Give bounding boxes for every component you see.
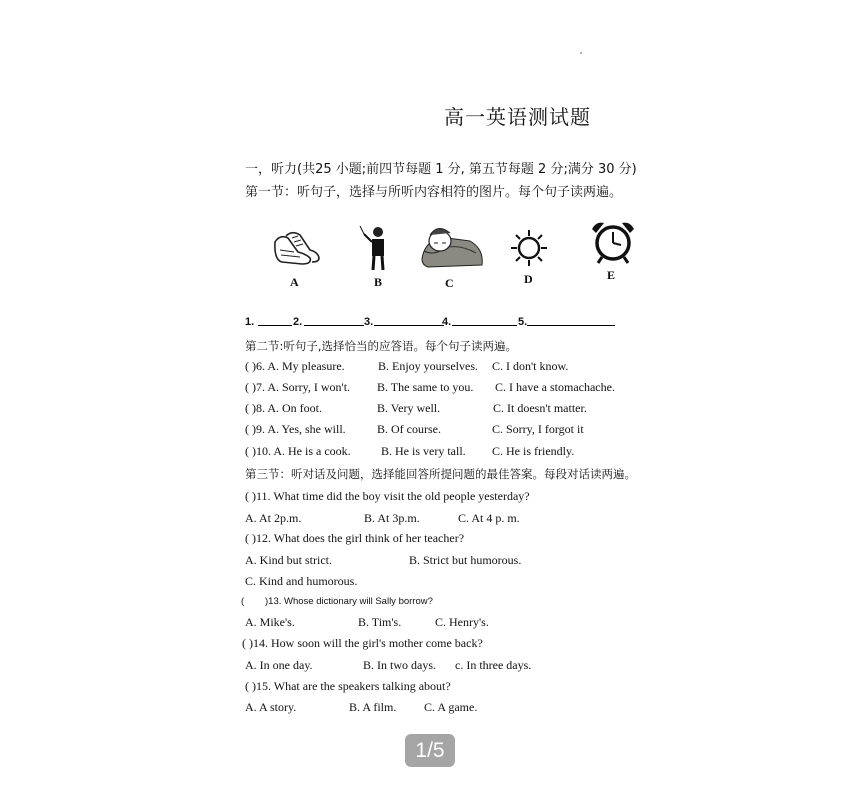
q11-option-a: A. At 2p.m. — [245, 511, 302, 525]
sun-icon — [509, 228, 549, 273]
q6-option-b: B. Enjoy yourselves. — [378, 359, 478, 373]
answer-blank-3[interactable] — [374, 324, 444, 326]
scan-speck — [580, 52, 582, 54]
section2-instructions: 第二节:听句子,选择恰当的应答语。每个句子读两遍。 — [245, 339, 518, 353]
picture-label-a: A — [290, 275, 299, 289]
q7-option-c: C. I have a stomachache. — [495, 380, 615, 394]
q12-option-b: B. Strict but humorous. — [409, 553, 522, 567]
q13-option-c: C. Henry's. — [435, 615, 489, 629]
answer-blank-4[interactable] — [452, 324, 517, 326]
q11-option-c: C. At 4 p. m. — [458, 511, 520, 525]
q9-stem: ( )9. A. Yes, she will. — [245, 422, 346, 436]
answer-blank-1[interactable] — [258, 324, 292, 326]
q11-option-b: B. At 3p.m. — [364, 511, 420, 525]
sleeping-boy-icon — [418, 221, 486, 276]
q6-stem: ( )6. A. My pleasure. — [245, 359, 345, 373]
q9-option-c: C. Sorry, I forgot it — [492, 422, 584, 436]
q11-question: ( )11. What time did the boy visit the old people yesterday? — [245, 489, 530, 503]
q15-option-b: B. A film. — [349, 700, 397, 714]
q13-option-b: B. Tim's. — [358, 615, 402, 629]
picture-label-b: B — [374, 275, 383, 289]
q14-option-b: B. In two days. — [363, 658, 436, 672]
answer-blank-5[interactable] — [527, 324, 615, 326]
answer-blank-2[interactable] — [304, 324, 364, 326]
q8-option-c: C. It doesn't matter. — [493, 401, 587, 415]
q13-option-a: A. Mike's. — [245, 615, 295, 629]
page-indicator[interactable]: 1/5 — [405, 734, 455, 767]
blank-label-1: 1. — [245, 316, 255, 328]
q12-option-a: A. Kind but strict. — [245, 553, 332, 567]
q8-option-b: B. Very well. — [377, 401, 441, 415]
shoes-icon — [272, 230, 322, 275]
blank-label-5: 5. — [518, 316, 528, 328]
blank-label-2: 2. — [293, 316, 303, 328]
q14-question: ( )14. How soon will the girl's mother come back? — [242, 636, 483, 650]
q14-option-a: A. In one day. — [245, 658, 313, 672]
part1-header: 一，听力(共25 小题;前四节每题 1 分, 第五节每题 2 分;满分 30 分) — [245, 162, 637, 177]
q7-stem: ( )7. A. Sorry, I won't. — [245, 380, 351, 394]
q15-option-a: A. A story. — [245, 700, 297, 714]
picture-label-c: C — [445, 276, 454, 290]
q14-option-c: c. In three days. — [455, 658, 532, 672]
q12-question: ( )12. What does the girl think of her teacher? — [245, 531, 465, 545]
q15-question: ( )15. What are the speakers talking about? — [245, 679, 451, 693]
q10-option-c: C. He is friendly. — [492, 444, 575, 458]
q9-option-b: B. Of course. — [377, 422, 441, 436]
q6-option-c: C. I don't know. — [492, 359, 569, 373]
q12-option-c: C. Kind and humorous. — [245, 574, 358, 588]
blank-label-3: 3. — [364, 316, 374, 328]
q10-option-b: B. He is very tall. — [381, 444, 466, 458]
picture-label-d: D — [524, 272, 533, 286]
picture-label-e: E — [607, 268, 616, 282]
q7-option-b: B. The same to you. — [377, 380, 474, 394]
section1-instructions: 第一节：听句子，选择与所听内容相符的图片。每个句子读两遍。 — [245, 185, 623, 200]
blank-label-4: 4. — [442, 316, 452, 328]
alarm-clock-icon — [588, 219, 638, 270]
section3-instructions: 第三节：听对话及问题，选择能回答所提问题的最佳答案。每段对话读两遍。 — [245, 467, 636, 481]
teacher-icon — [358, 224, 390, 277]
q13-question: )13. Whose dictionary will Sally borrow? — [265, 596, 433, 607]
q13-paren: ( — [241, 596, 245, 607]
q10-stem: ( )10. A. He is a cook. — [245, 444, 351, 458]
q8-stem: ( )8. A. On foot. — [245, 401, 322, 415]
q15-option-c: C. A game. — [424, 700, 478, 714]
page-title: 高一英语测试题 — [444, 105, 591, 129]
